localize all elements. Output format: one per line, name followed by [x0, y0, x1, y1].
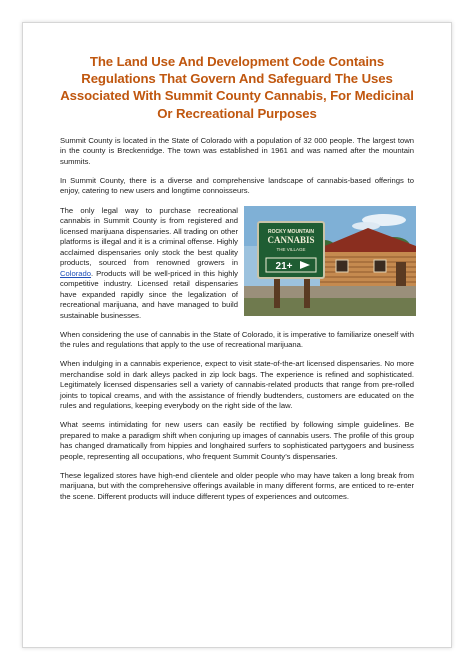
paragraph-experience: When indulging in a cannabis experience, expect to visit state-of-the-art licensed dispensaries. No more merchandise sold in dark alleys packed in zip lock bags. The experience is refined and sophisticated. Legitimately licensed dispensaries sell a variety of cannabis-related products that range from pre-rolled joints to topical creams, and with the assistance of friendly budtenders, customers are educated on the rules and regulations, keeping everybody on the right side of the law.	[60, 359, 414, 411]
sign-line-3: THE VILLAGE	[276, 246, 306, 252]
document-page	[22, 22, 452, 648]
document-title: The Land Use And Development Code Contains Regulations That Govern And Safeguard The Uses Associated With Summit County Cannabis, For Medicinal Or Recreational Purposes	[60, 54, 414, 121]
sign-line-2: CANNABIS	[267, 234, 315, 245]
paragraph-with-photo	[60, 206, 414, 330]
dispensary-photo	[244, 206, 416, 316]
sign-line-1: ROCKY MOUNTAIN	[268, 228, 314, 235]
colorado-link[interactable]: Colorado	[60, 268, 92, 278]
paragraph-clientele: These legalized stores have high-end clientele and older people who may have taken a long break from marijuana, but with the comprehensive offerings available in many different forms, are enticed to re-enter the scene. Different products will induce different types of experiences and outcomes.	[60, 470, 414, 501]
paragraph-text: The only legal way to purchase recreational cannabis in Summit County is from registered and licensed marijuana dispensaries. All trading on other platforms is illegal and it is a criminal offense. Highly acclaimed dispensaries only stock the best quality products, sourced from renowned growers in	[60, 205, 238, 267]
paragraph-guidelines: What seems intimidating for new users can easily be rectified by following simple guidelines. Be prepared to make a paradigm shift when conjuring up images of cannabis users. The profile of this group has changed dramatically from hippies and longhaired surfers to sophisticated partygoers and business people, representing all occupations, who frequent Summit County’s dispensaries.	[60, 420, 414, 461]
paragraph-landscape: In Summit County, there is a diverse and comprehensive landscape of cannabis-based offerings to enjoy, catering to new users and longtime connoisseurs.	[60, 175, 414, 196]
sign-age: 21+	[275, 260, 293, 272]
paragraph-text: . Products will be well-priced in this highly competitive industry. Licensed retail dispensaries have expanded rapidly since the legalization of recreational marijuana, and have managed to build sustainable businesses.	[60, 268, 238, 320]
paragraph-location: Summit County is located in the State of Colorado with a population of 32 000 people. The largest town in the county is Breckenridge. The town was established in 1961 and was named after the mountain summits.	[60, 135, 414, 166]
paragraph-rules: When considering the use of cannabis in the State of Colorado, it is imperative to familiarize oneself with the rules and regulations that apply to the use of recreational marijuana.	[60, 329, 414, 350]
